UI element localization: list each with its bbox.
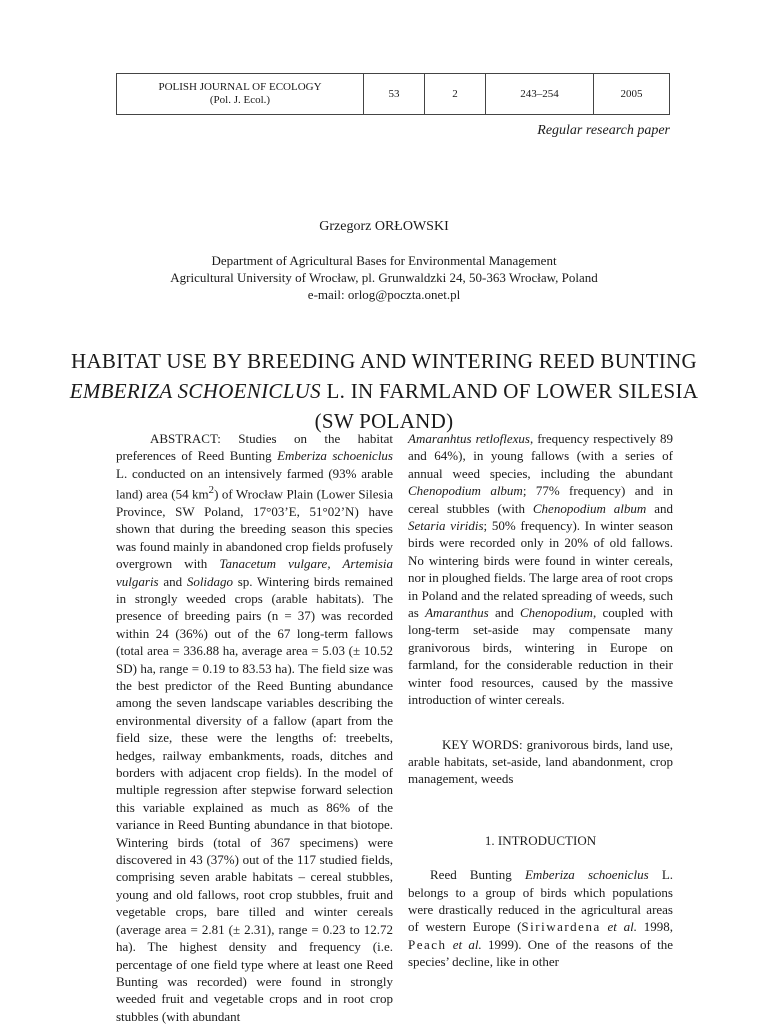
- author-name: Grzegorz ORŁOWSKI: [319, 219, 449, 234]
- affiliation-address: Agricultural University of Wrocław, pl. Grunwaldzki 24, 50-363 Wrocław, Poland: [170, 270, 598, 285]
- journal-name: POLISH JOURNAL OF ECOLOGY: [158, 81, 322, 93]
- title-line-2-rest: L. IN FARMLAND OF LOWER SILESIA: [320, 379, 699, 403]
- citation-author: Peach: [408, 936, 447, 952]
- abstract-paragraph: ABSTRACT: Studies on the habitat preferences of Reed Bunting Emberiza schoeniclus L. conducted on an intensively farmed (93% arable land) area (54 $km^2$) of Wrocław Plain (Lower Silesia Province, SW Poland, 17°03’E, 51°02’N) have shown that during the breeding season this species was found mainly in abandoned crop fields profusely overgrown with Tanacetum vulgare, Artemisia vulgaris and Solidago sp. Wintering birds remained in strongly weeded crops (arable habitats). The presence of breeding pairs (n = 37) was recorded within 24 (36%) out of the 67 long-term fallows (total area = 336.88 ha, average area = 5.03 (± 10.52 SD) ha, range = 0.19 to 83.53 ha). The field size was the best predictor of the Reed Bunting abundance among the seven landscape variables describing the environmental diversity of a fallow (apart from the field size, these were the lengths of: treebelts, hedges, railway embankments, roads, ditches and borders with adjacent crop fields). In the model of multiple regression after stepwise forward selection this variable explained as much as 86% of the variance in Reed Bunting abundance in that biotope. Wintering birds (total of 367 specimens) were discovered in 43 (37%) out of the 117 studied fields, comprising seven arable habitats – cereal stubbles, young and old fallows, root crop stubbles, fruit and vegetable crops, bare tilled and winter cereals (average area = 2.81 (± 2.31), range = 0.23 to 12.72 ha). The highest density and frequency (i.e. percentage of one field type where at least one Reed Bunting was recorded) were found in strongly weeded fruit and vegetable crops and in root crop stubbles (with abundant: [116, 431, 393, 1024]
- introduction-paragraph: Reed Bunting Emberiza schoeniclus L. belongs to a group of birds which populations were drastically reduced in the agricultural areas of western Europe (Siriwardena et al. 1998, Peach et al. 1999). One of the reasons of the species’ decline, like in other: [408, 867, 674, 970]
- journal-name-cell: [117, 74, 364, 115]
- author-email: e-mail: orlog@poczta.onet.pl: [307, 287, 461, 302]
- journal-abbrev: (Pol. J. Ecol.): [209, 94, 271, 106]
- journal-info-table: [116, 73, 670, 115]
- abstract-label: ABSTRACT:: [150, 431, 221, 446]
- year-cell: 2005: [594, 74, 670, 115]
- citation-author: Siriwardena: [521, 919, 601, 935]
- title-line-2: [0, 376, 768, 406]
- title-line-1: HABITAT USE BY BREEDING AND WINTERING REED BUNTING: [71, 349, 697, 373]
- abstract-continuation: Amaranhtus retloflexus, frequency respectively 89 and 64%), in young fallows (with a series of annual weed species, including the abundant Chenopodium album; 77% frequency) and in cereal stubbles (with Chenopodium album and Setaria viridis; 50% frequency). In winter season birds were recorded only in 20% of old fallows. No wintering birds were found in winter cereals, nor in ploughed fields. The large area of root crops in Poland and the related spreading of weeds, such as Amaranthus and Chenopodium, coupled with long-term set-aside may compensate many granivorous birds, wintering in Europe on farmland, for the considerable reduction in their winter food resources, caused by the massive introduction of winter cereals.: [408, 431, 674, 708]
- paper-title: [0, 346, 768, 436]
- keywords-text: granivorous birds, land use, arable habitats, set-aside, land abandonment, crop management, weeds: [408, 736, 674, 787]
- volume-cell: 53: [364, 74, 425, 115]
- pages-cell: 243–254: [486, 74, 594, 115]
- introduction-heading: 1. INTRODUCTION: [484, 832, 597, 848]
- issue-cell: 2: [425, 74, 486, 115]
- right-column: [408, 430, 673, 971]
- keywords-paragraph: [408, 736, 673, 788]
- paper-type-label: Regular research paper: [537, 123, 670, 138]
- title-line-3: (SW POLAND): [314, 409, 454, 433]
- keywords-label: KEY WORDS:: [442, 736, 523, 752]
- title-species-name: EMBERIZA SCHOENICLUS: [69, 379, 321, 403]
- left-column: [116, 430, 393, 1025]
- author-affiliation: [0, 252, 768, 303]
- affiliation-department: Department of Agricultural Bases for Environmental Management: [211, 253, 557, 268]
